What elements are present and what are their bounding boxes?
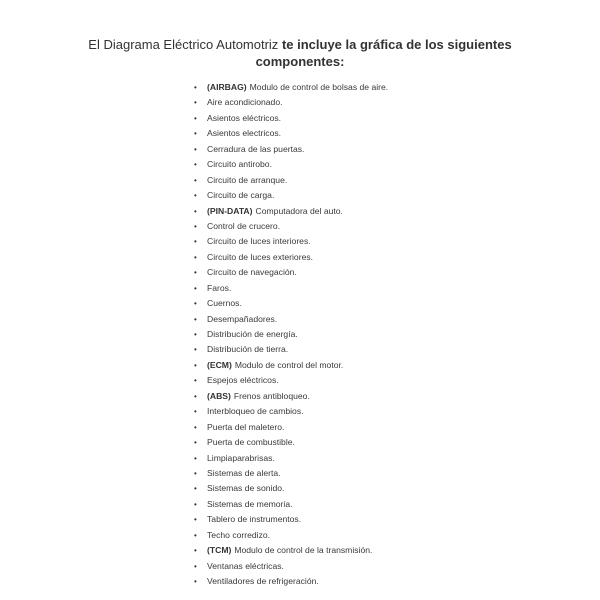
bullet-icon: • <box>194 206 197 216</box>
component-label: Sistemas de memoria. <box>207 498 293 509</box>
list-item <box>194 451 388 466</box>
bullet-icon: • <box>194 268 197 278</box>
component-code: (PIN-DATA) <box>207 205 253 216</box>
list-item <box>194 528 388 543</box>
component-label: Computadora del auto. <box>255 205 343 216</box>
components-list <box>194 80 388 589</box>
list-item <box>194 234 388 249</box>
component-label: Circuito de carga. <box>207 190 275 201</box>
list-item <box>194 466 388 481</box>
bullet-icon: • <box>194 422 197 432</box>
component-label: Circuito de arranque. <box>207 174 288 185</box>
component-code: (ECM) <box>207 359 232 370</box>
component-label: Modulo de control de bolsas de aire. <box>249 82 389 92</box>
component-label: Ventanas eléctricas. <box>207 560 284 571</box>
bullet-icon: • <box>194 330 197 339</box>
component-label: Frenos antibloqueo. <box>233 390 310 401</box>
component-label: Cerradura de las puertas. <box>207 143 305 154</box>
component-code: (TCM) <box>207 545 232 556</box>
bullet-icon: • <box>194 345 197 355</box>
component-label: Ventiladores de refrigeración. <box>207 576 319 586</box>
component-label: Aire acondicionado. <box>207 97 283 108</box>
component-label: Puerta del maletero. <box>207 421 285 432</box>
list-item <box>194 373 388 388</box>
heading-bold-text: te incluye la gráfica de los siguientes <box>281 37 512 52</box>
bullet-icon: • <box>194 314 197 324</box>
bullet-icon: • <box>194 98 197 108</box>
bullet-icon: • <box>194 83 197 92</box>
bullet-icon: • <box>194 577 197 586</box>
bullet-icon: • <box>194 561 197 571</box>
component-label: Circuito de navegación. <box>207 267 297 278</box>
component-label: Faros. <box>207 282 232 293</box>
component-label: Desempañadores. <box>207 313 278 324</box>
list-item <box>194 342 388 357</box>
bullet-icon: • <box>194 438 197 448</box>
component-label: Sistemas de sonido. <box>207 483 285 494</box>
bullet-icon: • <box>194 283 197 293</box>
list-item <box>194 574 388 589</box>
bullet-icon: • <box>194 221 197 231</box>
bullet-icon: • <box>194 499 197 509</box>
component-label: Techo corredizo. <box>207 529 271 540</box>
bullet-icon: • <box>194 546 197 556</box>
bullet-icon: • <box>194 530 197 540</box>
list-item <box>194 219 388 234</box>
component-label: Espejos eléctricos. <box>207 375 279 386</box>
heading-line-1 <box>0 36 600 53</box>
component-label: Asientos electricos. <box>207 128 282 139</box>
list-item <box>194 281 388 296</box>
component-label: Cuernos. <box>207 298 242 309</box>
list-item <box>194 80 388 95</box>
bullet-icon: • <box>194 237 197 247</box>
list-item <box>194 250 388 265</box>
component-label: Control de crucero. <box>207 220 281 231</box>
component-label: Tablero de instrumentos. <box>207 514 302 525</box>
bullet-icon: • <box>194 175 197 185</box>
bullet-icon: • <box>194 484 197 494</box>
bullet-icon: • <box>194 360 197 370</box>
bullet-icon: • <box>194 144 197 154</box>
list-item <box>194 327 388 342</box>
bullet-icon: • <box>194 129 197 139</box>
list-item <box>194 188 388 203</box>
list-item <box>194 142 388 157</box>
list-item <box>194 265 388 280</box>
bullet-icon: • <box>194 252 197 262</box>
list-item <box>194 420 388 435</box>
bullet-icon: • <box>194 376 197 386</box>
bullet-icon: • <box>194 453 197 463</box>
heading-intro-text: El Diagrama Eléctrico Automotriz <box>88 37 279 52</box>
list-item <box>194 481 388 496</box>
component-label: Sistemas de alerta. <box>207 467 281 478</box>
component-label: Distribución de tierra. <box>207 344 289 355</box>
list-item <box>194 173 388 188</box>
list-item <box>194 358 388 373</box>
component-label: Circuito de luces interiores. <box>207 236 311 247</box>
list-item <box>194 126 388 141</box>
page-heading <box>0 36 600 70</box>
bullet-icon: • <box>194 515 197 525</box>
list-item <box>194 157 388 172</box>
list-item <box>194 543 388 558</box>
component-label: Limpiaparabrisas. <box>207 452 275 463</box>
component-label: Asientos eléctricos. <box>207 112 282 123</box>
bullet-icon: • <box>194 407 197 417</box>
bullet-icon: • <box>194 191 197 201</box>
component-code: (ABS) <box>207 390 231 401</box>
component-label: Modulo de control del motor. <box>234 359 344 370</box>
bullet-icon: • <box>194 391 197 401</box>
bullet-icon: • <box>194 299 197 309</box>
component-label: Interbloqueo de cambios. <box>207 406 304 417</box>
list-item <box>194 95 388 110</box>
heading-line-2: componentes: <box>255 54 345 69</box>
component-label: Puerta de combustible. <box>207 437 295 448</box>
component-label: Circuito de luces exteriores. <box>207 251 314 262</box>
list-item <box>194 404 388 419</box>
component-label: Distribución de energía. <box>207 329 298 339</box>
component-label: Modulo de control de la transmisión. <box>234 545 373 556</box>
component-code: (AIRBAG) <box>207 82 247 92</box>
bullet-icon: • <box>194 113 197 123</box>
list-item <box>194 435 388 450</box>
list-item <box>194 389 388 404</box>
list-item <box>194 512 388 527</box>
bullet-icon: • <box>194 468 197 478</box>
list-item <box>194 497 388 512</box>
list-item <box>194 204 388 219</box>
component-label: Circuito antirobo. <box>207 159 272 170</box>
list-item <box>194 559 388 574</box>
bullet-icon: • <box>194 160 197 170</box>
list-item <box>194 296 388 311</box>
list-item <box>194 111 388 126</box>
list-item <box>194 312 388 327</box>
